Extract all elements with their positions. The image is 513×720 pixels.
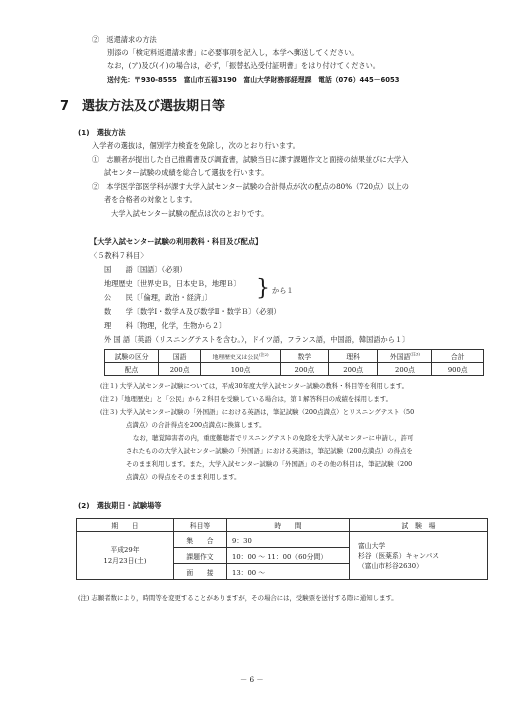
table-cell: 10：00 ～ 11：00（60分間） xyxy=(227,548,350,564)
schedule-table xyxy=(76,518,488,580)
subject-sugaku: 数 学〔数学Ⅰ・数学Ａ及び数学Ⅱ・数学Ｂ〕（必須） xyxy=(104,307,281,316)
schedule-note: (注) 志願者数により，時間等を変更することがありますが，その場合には，受験票を送付する際に通知します。 xyxy=(78,594,398,602)
schedule-header-row xyxy=(77,519,488,532)
table-cell: 200点 xyxy=(378,363,432,376)
table-cell: 200点 xyxy=(328,363,378,376)
schedule-date: 平成29年 12月23日(土) xyxy=(77,532,174,580)
table-header: 国語 xyxy=(159,350,201,363)
table-header: 理科 xyxy=(328,350,378,363)
note-3e: そのまま利用します。また，大学入試センター試験の「外国語」のその他の科目は，筆記試験（200 xyxy=(126,460,413,468)
table-cell: 9：30 xyxy=(227,532,350,548)
note-3f: 点満点）の得点をそのまま利用します。 xyxy=(126,473,241,481)
score-table-header-row xyxy=(105,350,484,363)
note-3b: 点満点）の合計得点を200点満点に換算します。 xyxy=(126,421,266,429)
table-header: 期 日 xyxy=(77,519,174,532)
schedule-title: (2) 選抜期日・試験場等 xyxy=(78,501,162,510)
brace-icon: } xyxy=(256,276,270,301)
table-header: 科目等 xyxy=(174,519,227,532)
section-heading: 7 選抜方法及び選抜期日等 xyxy=(60,99,226,114)
table-cell: 課題作文 xyxy=(174,548,227,564)
subject-gaikoku: 外 国 語〔英語（リスニングテストを含む。），ドイツ語，フランス語，中国語，韓国語から１〕 xyxy=(104,335,410,344)
note-3c: なお，聴覚障害者の内，重度難聴者でリスニングテストの免除を大学入試センターに申請し，許可 xyxy=(133,434,414,442)
table-header: 合計 xyxy=(432,350,484,363)
method-item-1a: ① 志願者が提出した自己推薦書及び調査書，試験当日に課す課題作文と面接の結果並びに大学入 xyxy=(92,155,409,164)
table-cell: 100点 xyxy=(201,363,281,376)
schedule-row xyxy=(77,532,488,548)
method-item-1b: 試センター試験の成績を総合して選抜を行います。 xyxy=(104,168,269,177)
note-ref: (注3) xyxy=(410,351,420,357)
note-3a: (注３) 大学入試センター試験の「外国語」における英語は，筆記試験（200点満点）とリスニングテスト（50 xyxy=(100,408,415,416)
score-table xyxy=(104,349,484,376)
subject-kara: から１ xyxy=(272,286,294,295)
note-1: (注１) 大学入試センター試験については，平成30年度大学入試センター試験の教科・科目等を利用します。 xyxy=(100,382,408,390)
subject-kokugo: 国 語〔国語〕（必須） xyxy=(104,265,187,274)
score-table-row xyxy=(105,363,484,376)
refund-line-2: なお，(ア)及び(イ)の場合は，必ず，「振替払込受付証明書」をはり付けてください。 xyxy=(107,61,380,70)
subjects-count: 〈５教科７科目〉 xyxy=(90,251,148,260)
table-header: 数学 xyxy=(281,350,329,363)
method-item-2a: ② 本学医学部医学科が課す大学入試センター試験の合計得点が次の配点の80%（720点）以上の xyxy=(92,182,409,191)
subject-chireki: 地理歴史〔世界史Ｂ，日本史Ｂ，地理Ｂ〕 xyxy=(104,279,241,288)
table-cell: 13：00 ～ xyxy=(227,564,350,580)
method-item-2c: 大学入試センター試験の配点は次のとおりです。 xyxy=(111,209,269,218)
note-3d: されたものの大学入試センター試験の「外国語」における英語は，筆記試験（200点満点）の得点を xyxy=(126,447,413,455)
schedule-venue: 富山大学 杉谷（医薬系）キャンパス （富山市杉谷2630） xyxy=(350,532,488,580)
table-cell: 配点 xyxy=(105,363,159,376)
subject-rika: 理 科〔物理，化学，生物から２〕 xyxy=(104,321,227,330)
page-number: － 6 － xyxy=(240,675,264,684)
table-header: 外国語$^{(注3)}$ xyxy=(378,350,432,363)
note-ref: (注2) xyxy=(258,351,269,357)
table-cell: 900点 xyxy=(432,363,484,376)
table-header: 試験の区分 xyxy=(105,350,159,363)
refund-address: 送付先：〒930-8555 富山市五福3190 富山大学財務部経理課 電話（076）445－6053 xyxy=(107,76,400,84)
table-header: 試 験 場 xyxy=(350,519,488,532)
table-cell: 集 合 xyxy=(174,532,227,548)
method-item-2b: 者を合格者の対象とします。 xyxy=(104,195,197,204)
subject-koumin: 公 民〔「倫理，政治・経済」〕 xyxy=(104,293,212,302)
method-intro: 入学者の選抜は，個別学力検査を免除し，次のとおり行います。 xyxy=(92,141,300,150)
refund-line-1: 別添の「検定料返還請求書」に必要事項を記入し，本学へ郵送してください。 xyxy=(107,48,359,57)
table-header: 時 間 xyxy=(227,519,350,532)
subjects-heading: 【大学入試センター試験の利用教科・科目及び配点】 xyxy=(90,237,263,246)
table-cell: 200点 xyxy=(159,363,201,376)
table-cell: 200点 xyxy=(281,363,329,376)
table-cell: 面 接 xyxy=(174,564,227,580)
method-title: (1) 選抜方法 xyxy=(78,128,126,137)
table-header: 地理歴史又は公民$^{(注2)}$ xyxy=(201,350,281,363)
refund-title: ② 返還請求の方法 xyxy=(92,35,157,44)
note-2: (注２)「地理歴史」と「公民」から２科目を受験している場合は，第１解答科目の成績を採用します。 xyxy=(100,395,393,403)
